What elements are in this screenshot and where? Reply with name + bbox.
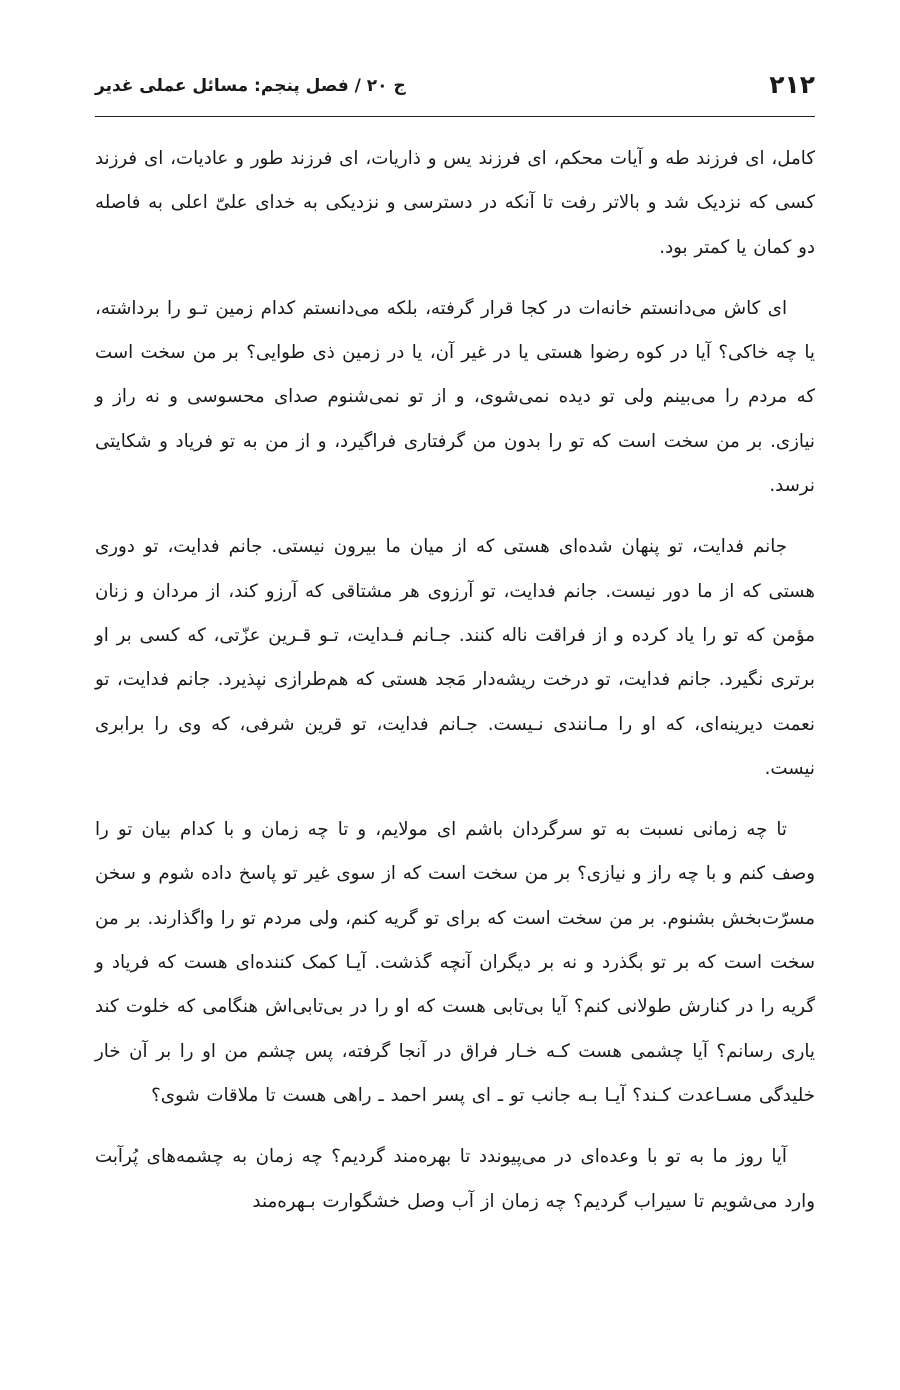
- page-number: ۲۱۲: [769, 70, 815, 99]
- paragraph: کامل، ای فرزند طه و آیات محکم، ای فرزند یس و ذاریات، ای فرزند طور و عادیات، ای فرزند کسی که نزدیک شد و بالاتر رفت تا آنکه در دسترسی و نزدیکی به خدای علیّ اعلی به فاصله دو کمان یا کمتر بود.: [95, 148, 815, 258]
- paragraph: جانم فدایت، تو پنهان شده‌ای هستی که از میان ما بیرون نیستی. جانم فدایت، تو دوری هستی که از ما دور نیست. جانم فدایت، تو آرزوی هر مشتاقی که آرزو کند، از مردان و زنان مؤمن که تو را یاد کرده و از فراقت ناله کنند. جـانم فـدایت، تـو قـرین عزّتی، که کسی بر او برتری نگیرد. جانم فدایت، تو درخت ریشه‌دار مَجد هستی که هم‌طرازی نپذیرد. جانم فدایت، تو نعمت دیرینه‌ای، که او را مـانندی نـیست. جـانم فدایت، تو قرین شرفی، که وی را برابری نیست.: [95, 536, 815, 779]
- chapter-title: ج ۲۰ / فصل پنجم: مسائل عملی غدیر: [95, 76, 406, 96]
- body-text: [95, 137, 815, 1241]
- paragraph: تا چه زمانی نسبت به تو سرگردان باشم ای مولایم، و تا چه زمان و با کدام بیان تو را وصف کنم و با چه راز و نیازی؟ بر من سخت است که از سوی غیر تو پاسخ داده شوم و سخن مسرّت‌بخش بشنوم. بر من سخت است که برای تو گریه کنم، ولی مردم تو را واگذارند. بر من سخت است که بر تو بگذرد و نه بر دیگران آنچه گذشت. آیـا کمک کننده‌ای هست که فریاد و گریه را در کنارش طولانی کنم؟ آیا بی‌تابی هست که او را در بی‌تابی‌اش هنگامی که خلوت کند یاری رسانم؟ آیا چشمی هست کـه خـار فراق در آنجا گرفته، پس چشم من او را بر آن خار خلیدگی مسـاعدت کـند؟ آیـا بـه جانب تو ـ ای پسر احمد ـ راهی هست تا ملاقات شوی؟: [95, 819, 815, 1106]
- running-header: [95, 66, 815, 117]
- paragraph: ای کاش می‌دانستم خانه‌ات در کجا قرار گرفته، بلکه می‌دانستم کدام زمین تـو را برداشته، یا چه خاکی؟ آیا در کوه رضوا هستی یا در غیر آن، یا در زمین ذی طوایی؟ بر من سخت است که مردم را می‌بینم ولی تو دیده نمی‌شوی، و از تو نمی‌شنوم صدای محسوسی و نه راز و نیازی. بر من سخت است که تو را بدون من گرفتاری فراگیرد، و از من به تو فریاد و شکایتی نرسد.: [95, 297, 815, 497]
- paragraph: آیا روز ما به تو با وعده‌ای در می‌پیوندد تا بهره‌مند گردیم؟ چه زمان به چشمه‌های پُرآبت وارد می‌شویم تا سیراب گردیم؟ چه زمان از آب وصل خشگوارت بـهره‌مند: [95, 1146, 815, 1212]
